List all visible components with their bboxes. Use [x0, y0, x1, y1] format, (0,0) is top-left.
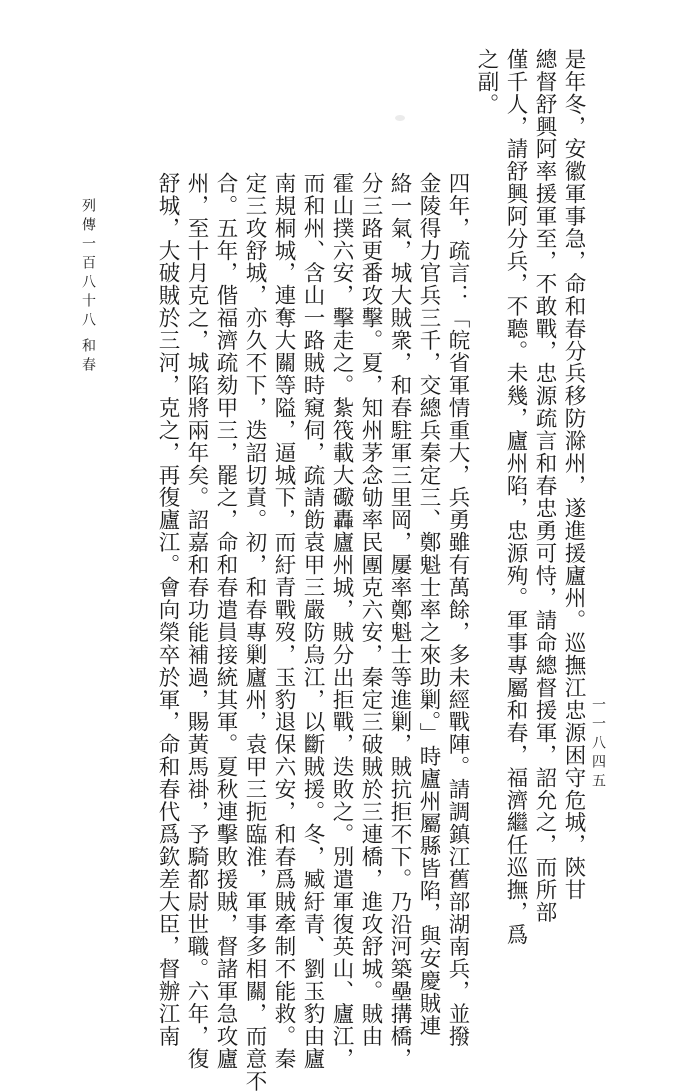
page-number: 一一八四五 — [590, 697, 606, 792]
text-column-5: 四年，疏言：「皖省軍情重大，兵勇雖有萬餘，多未經戰陣。請調鎮江舊部湖南兵，並撥 — [445, 172, 470, 1048]
text-column-15: 舒城，大破賊於三河，克之，再復廬江。會向榮卒於軍，命和春代爲欽差大臣，督辦江南 — [155, 172, 180, 1048]
biography-name: 和春 — [80, 338, 96, 376]
text-column-7: 絡一氣，城大賊衆，和春駐軍三里岡，屢率鄭魁士等進剿，賊抗拒不下。乃沿河築壘搆橋， — [387, 172, 412, 1070]
text-column-8: 分三路更番攻擊。夏，知州茅念劬率民團克六安，秦定三破賊於三連橋，進攻舒城。賊由 — [358, 172, 383, 1048]
text-column-3: 僅千人，請舒興阿分兵，不聽。未幾，廬州陷，忠源殉。軍事專屬和春，福濟繼任巡撫，爲 — [503, 48, 528, 946]
text-column-1: 是年冬，安徽軍事急，命和春分兵移防滁州，遂進援廬州。巡撫江忠源困守危城，陝甘 — [561, 48, 586, 902]
ink-smudge — [395, 115, 405, 121]
text-column-9: 霍山撲六安，擊走之。紮筏載大礮轟廬州城，賊分出拒戰，迭敗之。別遣軍復英山、廬江， — [329, 172, 354, 1070]
chapter-header: 列傳一百八十八 — [80, 198, 96, 331]
text-column-14: 州，至十月克之，城陷將兩年矣。詔嘉和春功能補過，賜黃馬褂，予騎都尉世職。六年，復 — [184, 172, 209, 1070]
text-column-10: 而和州、含山一路賊時窺伺，疏請飭袁甲三嚴防烏江，以斷賊援。冬，臧紆青、劉玉豹由廬 — [300, 172, 325, 1070]
text-column-2: 總督舒興阿率援軍至，不敢戰，忠源疏言和春忠勇可恃，請命總督援軍，詔允之，而所部 — [532, 48, 557, 924]
text-column-11: 南規桐城，連奪大關等隘，逼城下，而紆青戰歿，玉豹退保六安，和春爲賊牽制不能救。秦 — [271, 172, 296, 1070]
text-column-6: 金陵得力官兵三千，交總兵秦定三、鄭魁士率之來助剿。」時廬州屬縣皆陷，與安慶賊連 — [416, 172, 441, 1037]
text-column-13: 合。五年，偕福濟疏劾甲三，罷之，命和春遣員接統其軍。夏秋連擊敗援賊，督諸軍急攻廬 — [213, 172, 238, 1070]
text-column-12: 定三攻舒城，亦久不下，迭詔切責。初，和春專剿廬州，袁甲三扼臨淮，軍事多相關，而意不 — [242, 172, 267, 1092]
text-column-4: 之副。 — [474, 48, 499, 116]
